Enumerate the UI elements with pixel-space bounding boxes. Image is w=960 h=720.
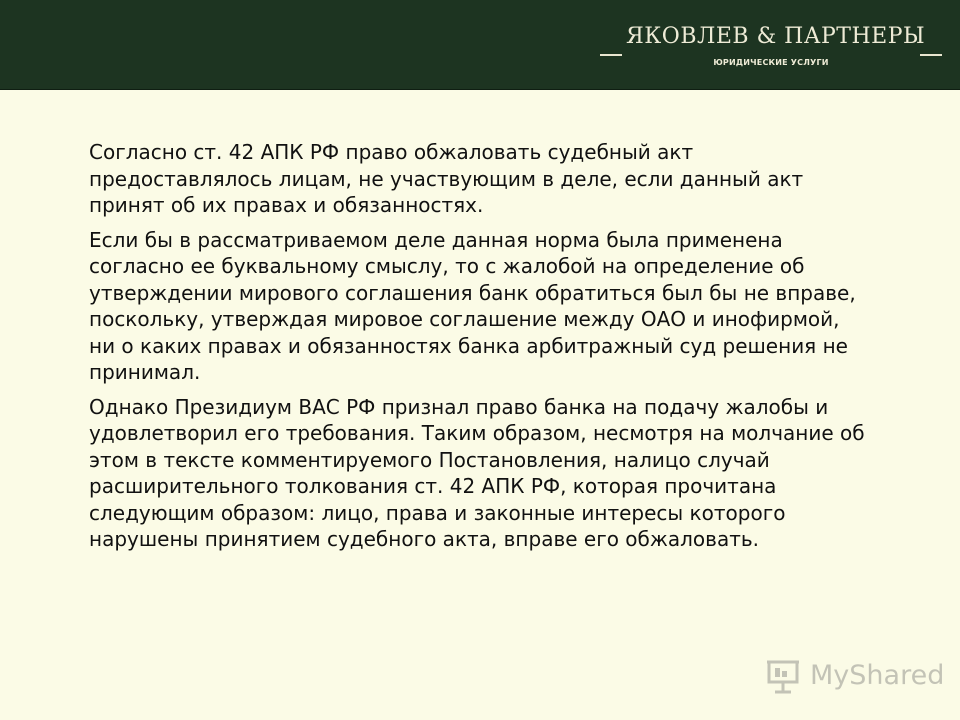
presentation-board-icon [766, 658, 804, 694]
myshared-watermark [766, 656, 945, 696]
company-logo [600, 18, 942, 78]
header-bar [0, 0, 960, 90]
paragraph-1: Согласно ст. 42 АПК РФ право обжаловать судебный акт предоставлялось лицам, не участвующим в деле, если данный акт принят об их правах и обязанностях. [89, 140, 804, 217]
watermark-text: MyShared [810, 660, 945, 691]
logo-right-rule [920, 54, 942, 56]
paragraph-3: Однако Президиум ВАС РФ признал право банка на подачу жалобы и удовлетворил его требования. Таким образом, несмотря на молчание об этом в тексте комментируемого Постановления, налицо случай расширительного толкования ст. 42 АПК РФ, которая прочитана следующим образом: лицо, права и законные интересы которого нарушены принятием судебного акта, вправе его обжаловать. [89, 394, 865, 551]
logo-subtitle: ЮРИДИЧЕСКИЕ УСЛУГИ [713, 58, 829, 67]
logo-left-rule [600, 54, 622, 56]
slide-body [89, 139, 869, 561]
paragraph-2: Если бы в рассматриваемом деле данная норма была применена согласно ее буквальному смыслу, то с жалобой на определение об утверждении мирового соглашения банк обратиться был бы не вправе, поскольку, утверждая мировое соглашение между ОАО и инофирмой, ни о каких правах и обязанностях банка арбитражный суд решения не принимал. [89, 227, 856, 384]
logo-name: ЯКОВЛЕВ & ПАРТНЕРЫ [626, 24, 926, 49]
